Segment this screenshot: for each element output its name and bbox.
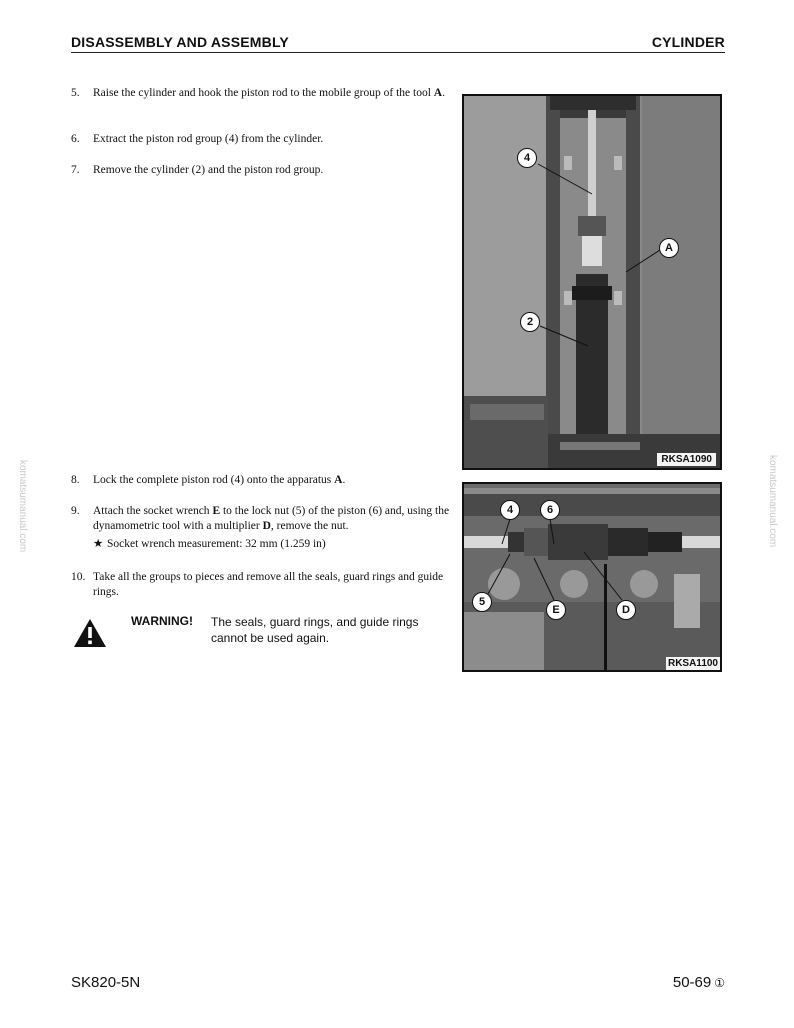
page-number: 50-69	[672, 974, 712, 991]
warning-box	[71, 612, 455, 660]
component-title: CYLINDER	[651, 34, 725, 50]
step-8	[71, 473, 455, 488]
callout-D: D	[616, 600, 636, 620]
star-icon: ★	[93, 538, 104, 550]
step-5	[71, 86, 455, 101]
callout-5: 5	[472, 592, 492, 612]
step-text: Lock the complete piston rod (4) onto the apparatus A.	[93, 474, 346, 486]
step-7	[71, 163, 455, 178]
callout-4: 4	[517, 148, 537, 168]
step-number: 8.	[71, 474, 80, 486]
step-number: 6.	[71, 133, 80, 145]
warning-label: WARNING!	[131, 614, 193, 628]
step-number: 10.	[71, 571, 86, 583]
step-text: Take all the groups to pieces and remove all the seals, guard rings and guide rings.	[93, 571, 444, 598]
watermark-left: komatsumanual.com	[17, 460, 28, 553]
step-number: 5.	[71, 87, 80, 99]
figure-code: RKSA1100	[667, 658, 718, 669]
warning-triangle-icon	[73, 618, 107, 648]
step-6	[71, 132, 455, 147]
step-number: 9.	[71, 505, 80, 517]
step-9	[71, 504, 455, 552]
step-text: Raise the cylinder and hook the piston rod to the mobile group of the tool A.	[93, 87, 445, 99]
callout-leaders	[464, 96, 720, 468]
footer-page	[673, 974, 725, 991]
callout-E: E	[546, 600, 566, 620]
step-text: Remove the cylinder (2) and the piston rod group.	[93, 164, 324, 176]
callout-4: 4	[500, 500, 520, 520]
callout-2: 2	[520, 312, 540, 332]
note-socket-size: ★ Socket wrench measurement: 32 mm (1.259 in)	[93, 538, 326, 550]
figure-cylinder-on-press	[462, 94, 722, 470]
step-number: 7.	[71, 164, 80, 176]
figure-piston-nut-removal	[462, 482, 722, 672]
warning-text: The seals, guard rings, and guide rings cannot be used again.	[211, 615, 419, 645]
page-header	[71, 34, 725, 53]
section-title: DISASSEMBLY AND ASSEMBLY	[71, 34, 289, 50]
callout-A: A	[659, 238, 679, 258]
step-text: Attach the socket wrench E to the lock nut (5) of the piston (6) and, using the dynamometric tool with a multiplier D, remove the nut.	[93, 505, 450, 532]
watermark-right: komatsumanual.com	[767, 455, 778, 548]
footer-model: SK820-5N	[71, 974, 141, 991]
step-text: Extract the piston rod group (4) from the cylinder.	[93, 133, 324, 145]
step-10	[71, 570, 455, 600]
figure-code: RKSA1090	[657, 453, 716, 466]
callout-6: 6	[540, 500, 560, 520]
revision-mark: ①	[714, 976, 725, 990]
callout-leaders	[464, 484, 720, 670]
